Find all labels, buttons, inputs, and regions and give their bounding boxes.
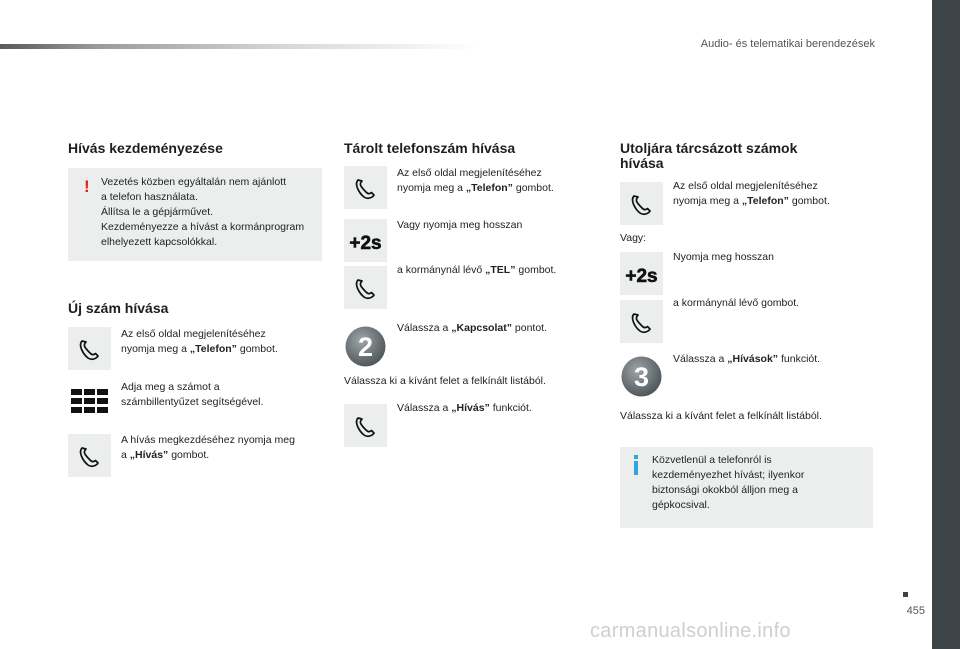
step-text: Válassza a „Hívás” funkciót. <box>397 402 532 414</box>
phone-icon <box>344 266 387 309</box>
step-text: Az első oldal megjelenítéséhez nyomja meg a „Telefon” gombot. <box>397 167 554 194</box>
phone-icon <box>620 300 663 343</box>
exclamation-icon: ! <box>84 177 90 196</box>
chapter-title: Audio- és telematikai berendezések <box>700 38 875 50</box>
step-text: Vagy nyomja meg hosszan <box>397 219 523 231</box>
section-title-stored-number: Tárolt telefonszám hívása <box>344 140 516 156</box>
step-text: a kormánynál lévő gombot. <box>673 297 800 309</box>
or-label: Vagy: <box>620 232 647 244</box>
step-text: Nyomja meg hosszan <box>673 251 774 263</box>
warning-box <box>68 168 322 261</box>
step-text: a kormánynál lévő „TEL” gombot. <box>397 264 557 276</box>
long-press-icon <box>344 219 387 262</box>
step-text: Válassza a „Hívások” funkciót. <box>673 353 821 365</box>
phone-icon <box>344 404 387 447</box>
long-press-icon <box>620 252 663 295</box>
svg-text:2: 2 <box>357 332 374 362</box>
step-text: Válassza a „Kapcsolat” pontot. <box>397 322 547 334</box>
svg-text:+2s: +2s <box>349 233 382 254</box>
step-number-3-icon <box>620 355 663 398</box>
section-title-last-dialed: Utoljára tárcsázott számok hívása <box>620 140 798 171</box>
info-icon <box>634 455 638 475</box>
page-number: 455 <box>906 605 925 617</box>
side-tab-bar <box>932 0 960 649</box>
watermark: carmanualsonline.info <box>590 620 791 642</box>
svg-text:+2s: +2s <box>625 266 658 287</box>
instruction-text: Válassza ki a kívánt felet a felkínált listából. <box>620 410 822 422</box>
keypad-icon <box>68 380 111 423</box>
phone-icon <box>68 434 111 477</box>
instruction-text: Válassza ki a kívánt felet a felkínált listából. <box>344 375 546 387</box>
step-text: Adja meg a számot a számbillentyűzet segítségével. <box>121 381 264 408</box>
page-marker <box>903 592 908 597</box>
svg-text:3: 3 <box>633 362 650 392</box>
info-box <box>620 447 873 528</box>
info-text: Közvetlenül a telefonról is kezdeményezhet hívást; ilyenkor biztonsági okokból álljon meg a gépkocsival. <box>652 454 805 511</box>
phone-icon <box>68 327 111 370</box>
step-text: Az első oldal megjelenítéséhez nyomja meg a „Telefon” gombot. <box>673 180 830 207</box>
header-rule <box>0 44 480 49</box>
phone-icon <box>344 166 387 209</box>
section-title-initiate-call: Hívás kezdeményezése <box>68 140 223 156</box>
section-title-new-number: Új szám hívása <box>68 300 169 316</box>
step-number-2-icon <box>344 325 387 368</box>
warning-text: Vezetés közben egyáltalán nem ajánlott a telefon használata. Állítsa le a gépjárművet. Kezdeményezze a hívást a kormánprogram elhelyezett kapcsolókkal. <box>101 176 305 248</box>
phone-icon <box>620 182 663 225</box>
step-text: A hívás megkezdéséhez nyomja meg a „Hívás” gombot. <box>121 434 295 461</box>
step-text: Az első oldal megjelenítéséhez nyomja meg a „Telefon” gombot. <box>121 328 278 355</box>
